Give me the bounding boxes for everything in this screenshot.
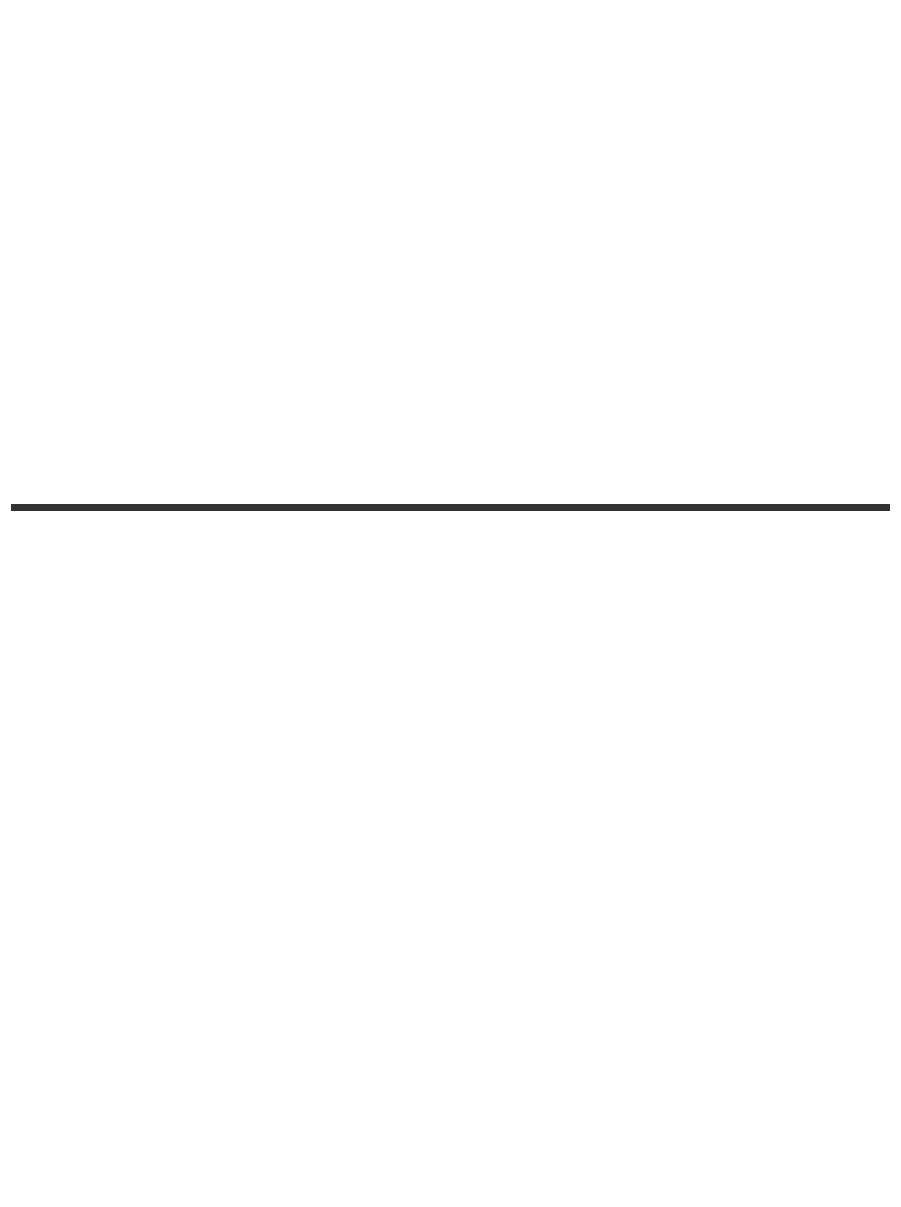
table-cell: [597, 510, 890, 511]
table-row: [12, 510, 890, 511]
nature-comparison-table: [11, 504, 890, 511]
table-cell: [12, 510, 304, 511]
table-cell: [304, 510, 597, 511]
